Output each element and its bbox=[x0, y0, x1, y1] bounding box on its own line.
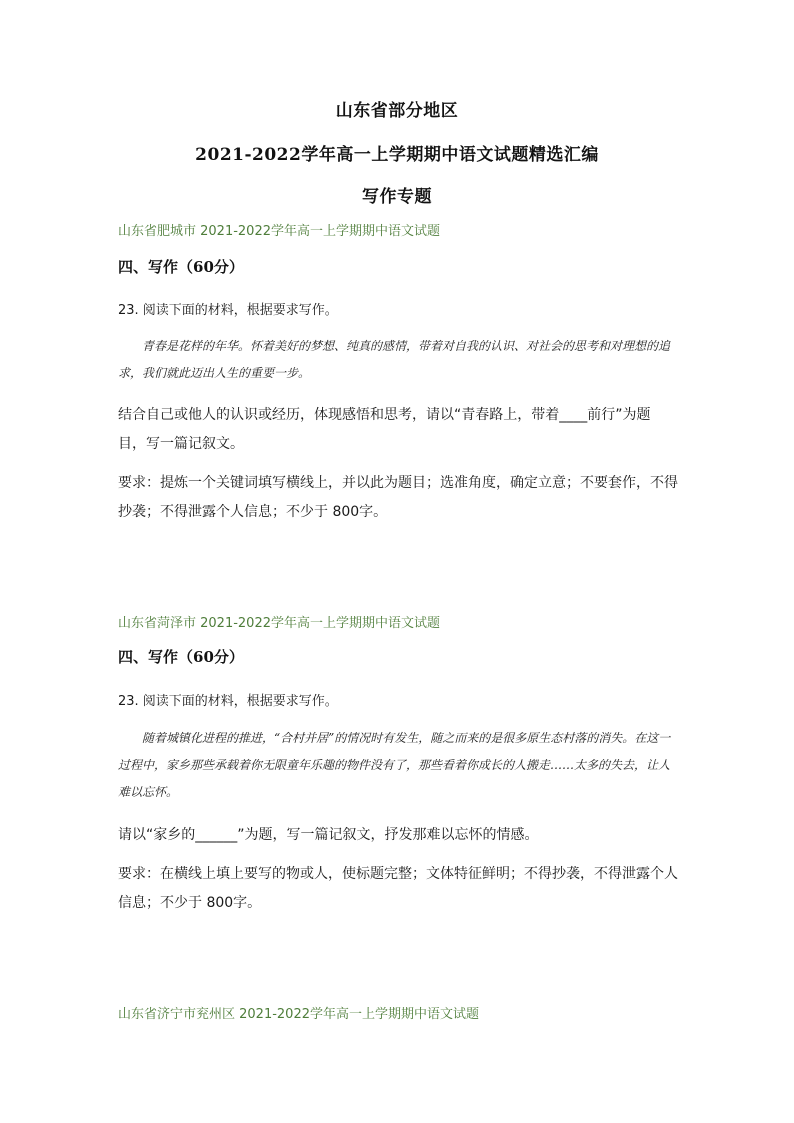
document-title-region: 山东省部分地区 bbox=[335, 101, 459, 121]
section-source-heze: 山东省菏泽市 2021-2022学年高一上学期期中语文试题 bbox=[118, 616, 440, 631]
writing-prompt: 结合自己或他人的认识或经历，体现感悟和思考，请以“青春路上，带着____前行”为题目，写一篇记叙文。 bbox=[118, 407, 651, 452]
question-intro: 23. 阅读下面的材料，根据要求写作。 bbox=[118, 694, 338, 709]
section-source-feicheng: 山东省肥城市 2021-2022学年高一上学期期中语文试题 bbox=[118, 224, 440, 239]
writing-prompt: 请以“家乡的______”为题，写一篇记叙文，抒发那难以忘怀的情感。 bbox=[118, 827, 539, 843]
document-title-topic: 写作专题 bbox=[362, 187, 432, 207]
section-heading: 四、写作（60分） bbox=[118, 258, 244, 276]
section-source-yanzhou: 山东省济宁市兖州区 2021-2022学年高一上学期期中语文试题 bbox=[118, 1007, 479, 1022]
document-title-main: 2021-2022学年高一上学期期中语文试题精选汇编 bbox=[195, 145, 599, 165]
section-heading: 四、写作（60分） bbox=[118, 648, 244, 666]
question-intro: 23. 阅读下面的材料，根据要求写作。 bbox=[118, 303, 338, 318]
writing-requirements: 要求：提炼一个关键词填写横线上，并以此为题目；选准角度，确定立意；不要套作，不得抄袭；不得泄露个人信息；不少于 800字。 bbox=[118, 475, 678, 520]
reading-material: 青春是花样的年华。怀着美好的梦想、纯真的感情，带着对自我的认识、对社会的思考和对理想的追求，我们就此迈出人生的重要一步。 bbox=[118, 339, 671, 380]
reading-material: 随着城镇化进程的推进，“合村并居”的情况时有发生，随之而来的是很多原生态村落的消失。在这一过程中，家乡那些承载着你无限童年乐趣的物件没有了，那些看着你成长的人搬走……太多的失去，让人难以忘怀。 bbox=[118, 731, 671, 799]
writing-requirements: 要求：在横线上填上要写的物或人，使标题完整；文体特征鲜明；不得抄袭，不得泄露个人信息；不少于 800字。 bbox=[118, 866, 678, 911]
